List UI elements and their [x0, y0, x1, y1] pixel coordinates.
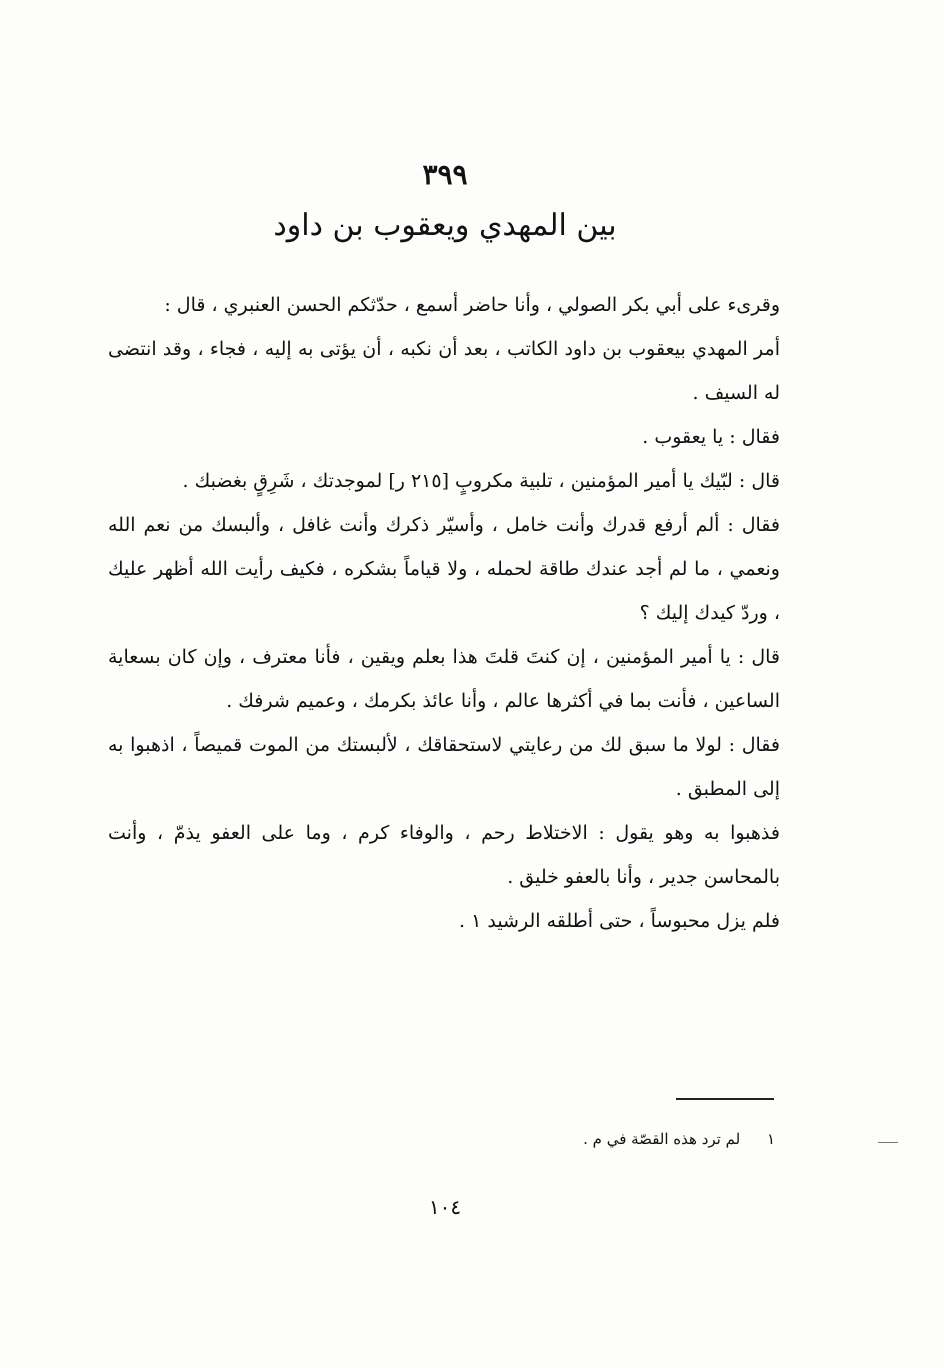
footnote-separator: [676, 1098, 774, 1100]
paragraph: فذهبوا به وهو يقول : الاختلاط رحم ، والوفاء كرم ، وما على العفو يذمّ ، وأنت بالمحاسن جدير ، وأنا بالعفو خليق .: [108, 822, 780, 888]
story-number: ٣٩٩: [422, 158, 468, 191]
footnote-number: ١: [766, 1130, 775, 1148]
paragraph: قال : لبّيك يا أمير المؤمنين ، تلبية مكروبٍ [٢١٥ ر] لموجدتك ، شَرِقٍ بغضبك .: [182, 470, 780, 492]
page-number: ١٠٤: [428, 1195, 462, 1219]
margin-mark: [878, 1142, 898, 1143]
paragraph: فقال : لولا ما سبق لك من رعايتي لاستحقاقك ، لألبستك من الموت قميصاً ، اذهبوا به إلى المطبق .: [108, 734, 780, 800]
paragraph: وقرىء على أبي بكر الصولي ، وأنا حاضر أسمع ، حدّثكم الحسن العنبري ، قال :: [164, 294, 780, 316]
footnote: [500, 1130, 775, 1148]
story-body: [108, 283, 780, 943]
paragraph: فقال : ألم أرفع قدرك وأنت خامل ، وأسيّر ذكرك وأنت غافل ، وألبسك من نعم الله ونعمي ، ما لم أجد عندك طاقة لحمله ، ولا قياماً بشكره ، فكيف رأيت الله أظهر عليك ، وردّ كيدك إليك ؟: [108, 514, 780, 624]
paragraph: قال : يا أمير المؤمنين ، إن كنتَ قلتَ هذا بعلم ويقين ، فأنا معترف ، وإن كان بسعاية الساعين ، فأنت بما في أكثرها عالم ، وأنا عائذ بكرمك ، وعميم شرفك .: [108, 646, 780, 712]
footnote-text: لم ترد هذه القصّة في م .: [583, 1130, 741, 1148]
story-title: بين المهدي ويعقوب بن داود: [273, 208, 617, 243]
paragraph: أمر المهدي بيعقوب بن داود الكاتب ، بعد أن نكبه ، أن يؤتى به إليه ، فجاء ، وقد انتضى له السيف .: [108, 338, 780, 404]
paragraph: فقال : يا يعقوب .: [642, 426, 780, 448]
paragraph: فلم يزل محبوساً ، حتى أطلقه الرشيد ١ .: [459, 910, 780, 932]
